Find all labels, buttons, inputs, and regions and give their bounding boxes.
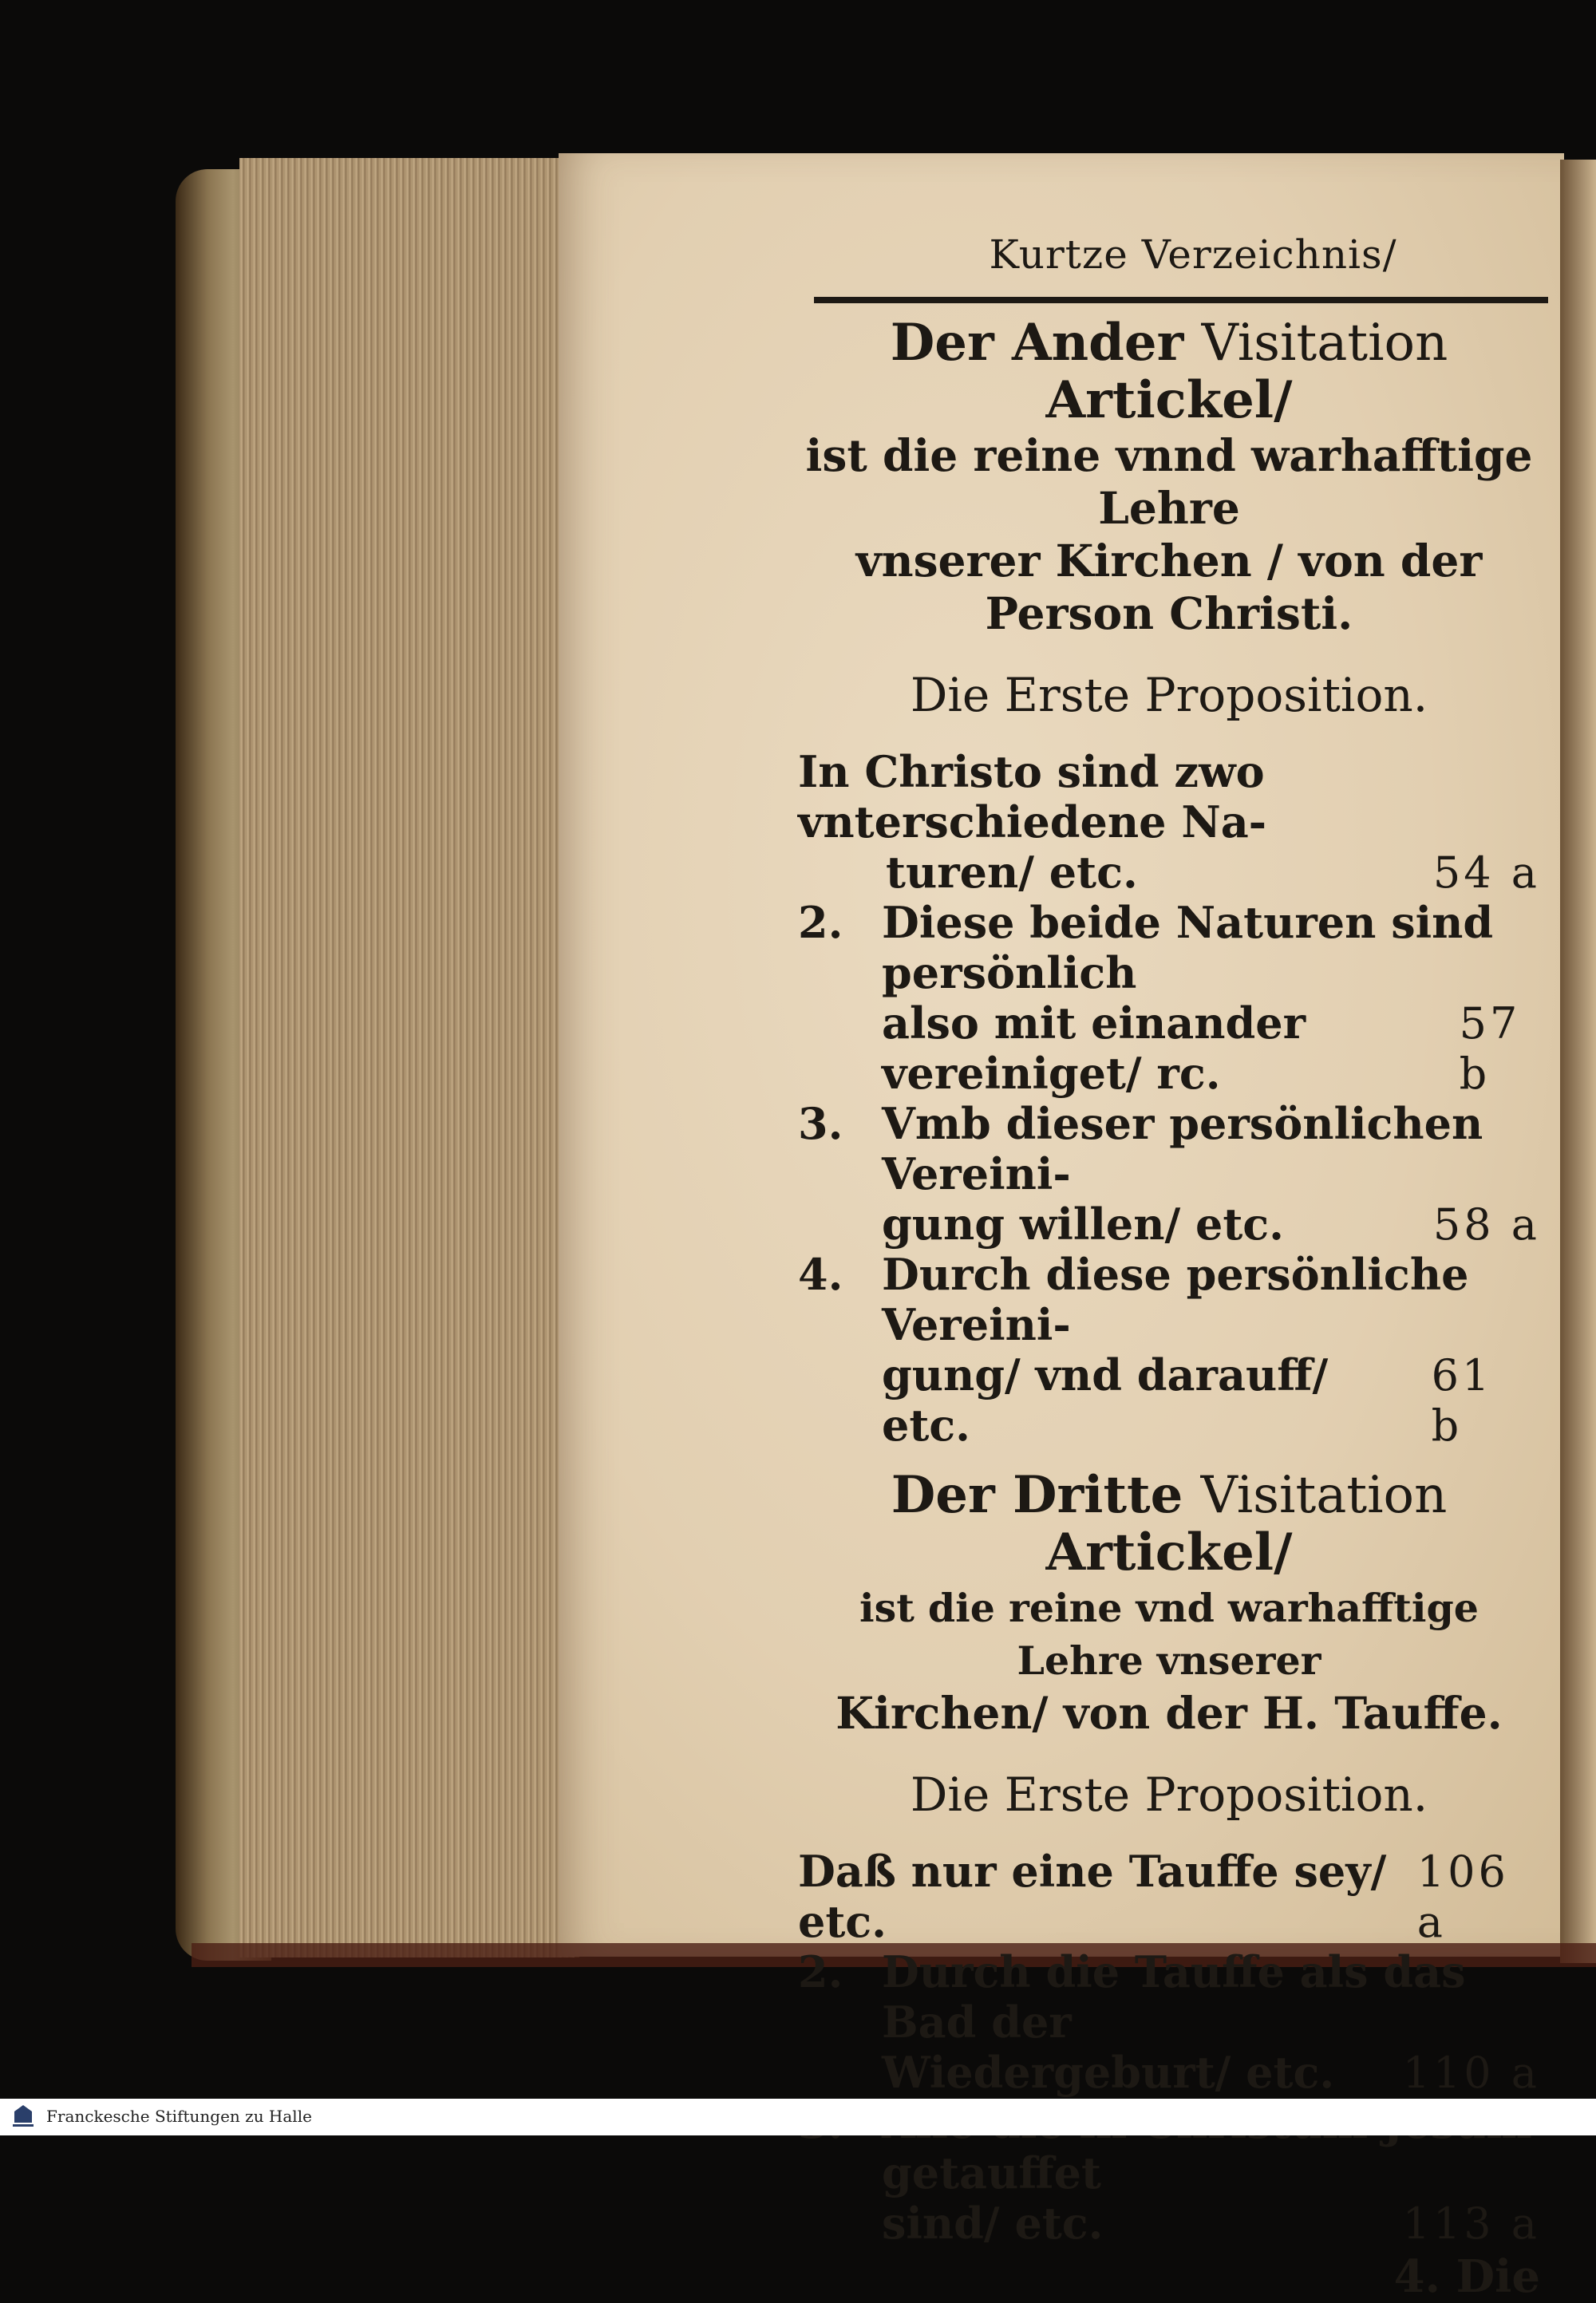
entry-line-2 [798,847,1540,898]
page-reference: 110 a [1402,2048,1540,2098]
entry-line-1: Vmb dieser persönlichen Vereini- [882,1098,1483,1199]
section-subheading-1-line-3: Person Christi. [985,587,1353,639]
footer-institution: Franckesche Stiftungen zu Halle [46,2107,312,2126]
institution-logo-icon [8,2102,38,2132]
entry-text: turen/ etc. [886,847,1138,898]
header-rule [814,297,1548,303]
section-subheading-1-line-2: vnserer Kirchen / von der [855,535,1483,587]
page-reference: 106 a [1416,1847,1509,1947]
entry-line-2 [798,2198,1540,2249]
running-head: Kurtze Verzeichnis/ [989,231,1397,278]
entry-text: gung willen/ etc. [882,1199,1284,1250]
heading-roman-1: Visitation [1201,314,1448,373]
list-item [798,898,1540,1099]
list-item [798,1947,1540,2098]
heading-roman-2: Visitation [1200,1466,1448,1525]
list-item [798,1250,1540,1451]
catchword: 4. Die [1393,2250,1540,2303]
entry-number: 3. [798,1098,843,1149]
entry-line-1: Durch die Tauffe als das Bad der [882,1946,1466,2048]
section-subheading-1-line-1: ist die reine vnnd warhafftige Lehre [805,429,1533,534]
heading-black-1: Der Ander [890,313,1184,373]
entry-text: also mit einander vereiniget/ rc. [882,997,1306,1099]
list-item [798,747,1540,898]
page-block-edge [239,158,579,1957]
page-reference: 113 a [1402,2198,1540,2249]
section-heading-dritte [798,1467,1540,1582]
heading-black-2: Der Dritte [891,1465,1183,1525]
page-text [798,231,1540,2303]
entry-line-2 [798,998,1540,1099]
entry-line-1: Durch diese persönliche Vereini- [882,1249,1469,1350]
heading-end-2: Artickel/ [1045,1523,1293,1582]
entry-text: Daß nur eine Tauffe sey/ etc. [798,1846,1387,1947]
list-item [798,1847,1540,1947]
entry-number: 2. [798,1946,843,1997]
entry-number: 2. [798,897,843,948]
page-reference: 61 b [1431,1350,1493,1451]
proposition-title-1: Die Erste Proposition. [910,668,1428,722]
footer-bar [0,2099,1596,2135]
entry-line-1 [798,1847,1540,1947]
entry-text: Wiedergeburt/ etc. [882,2047,1335,2098]
proposition-title-2: Die Erste Proposition. [910,1768,1428,1822]
section-subheading-2-line-2: Kirchen/ von der H. Tauffe. [836,1687,1503,1739]
page-reference: 57 b [1459,998,1521,1099]
section-subheading-2-line-1: ist die reine vnd warhafftige Lehre vnserer [859,1585,1479,1684]
entry-line-1: getauffet [882,2147,1101,2198]
entry-line-1: Diese beide Naturen sind persönlich [882,897,1494,998]
entry-number: 4. [798,1249,843,1300]
section-heading-ander [798,314,1540,429]
facing-page-edge [1560,160,1596,1963]
entry-line-2 [798,2048,1540,2098]
entry-line-1: In Christo sind zwo vnterschiedene Na- [798,746,1267,847]
list-item [798,1099,1540,1250]
entry-line-2 [798,1199,1540,1250]
heading-end-1: Artickel/ [1045,370,1293,430]
entry-text: sind/ etc. [882,2198,1104,2249]
page-reference: 54 a [1432,847,1540,898]
page-reference: 58 a [1432,1199,1540,1250]
entry-text: gung/ vnd darauff/ etc. [882,1349,1329,1451]
entry-line-2 [798,1350,1540,1451]
